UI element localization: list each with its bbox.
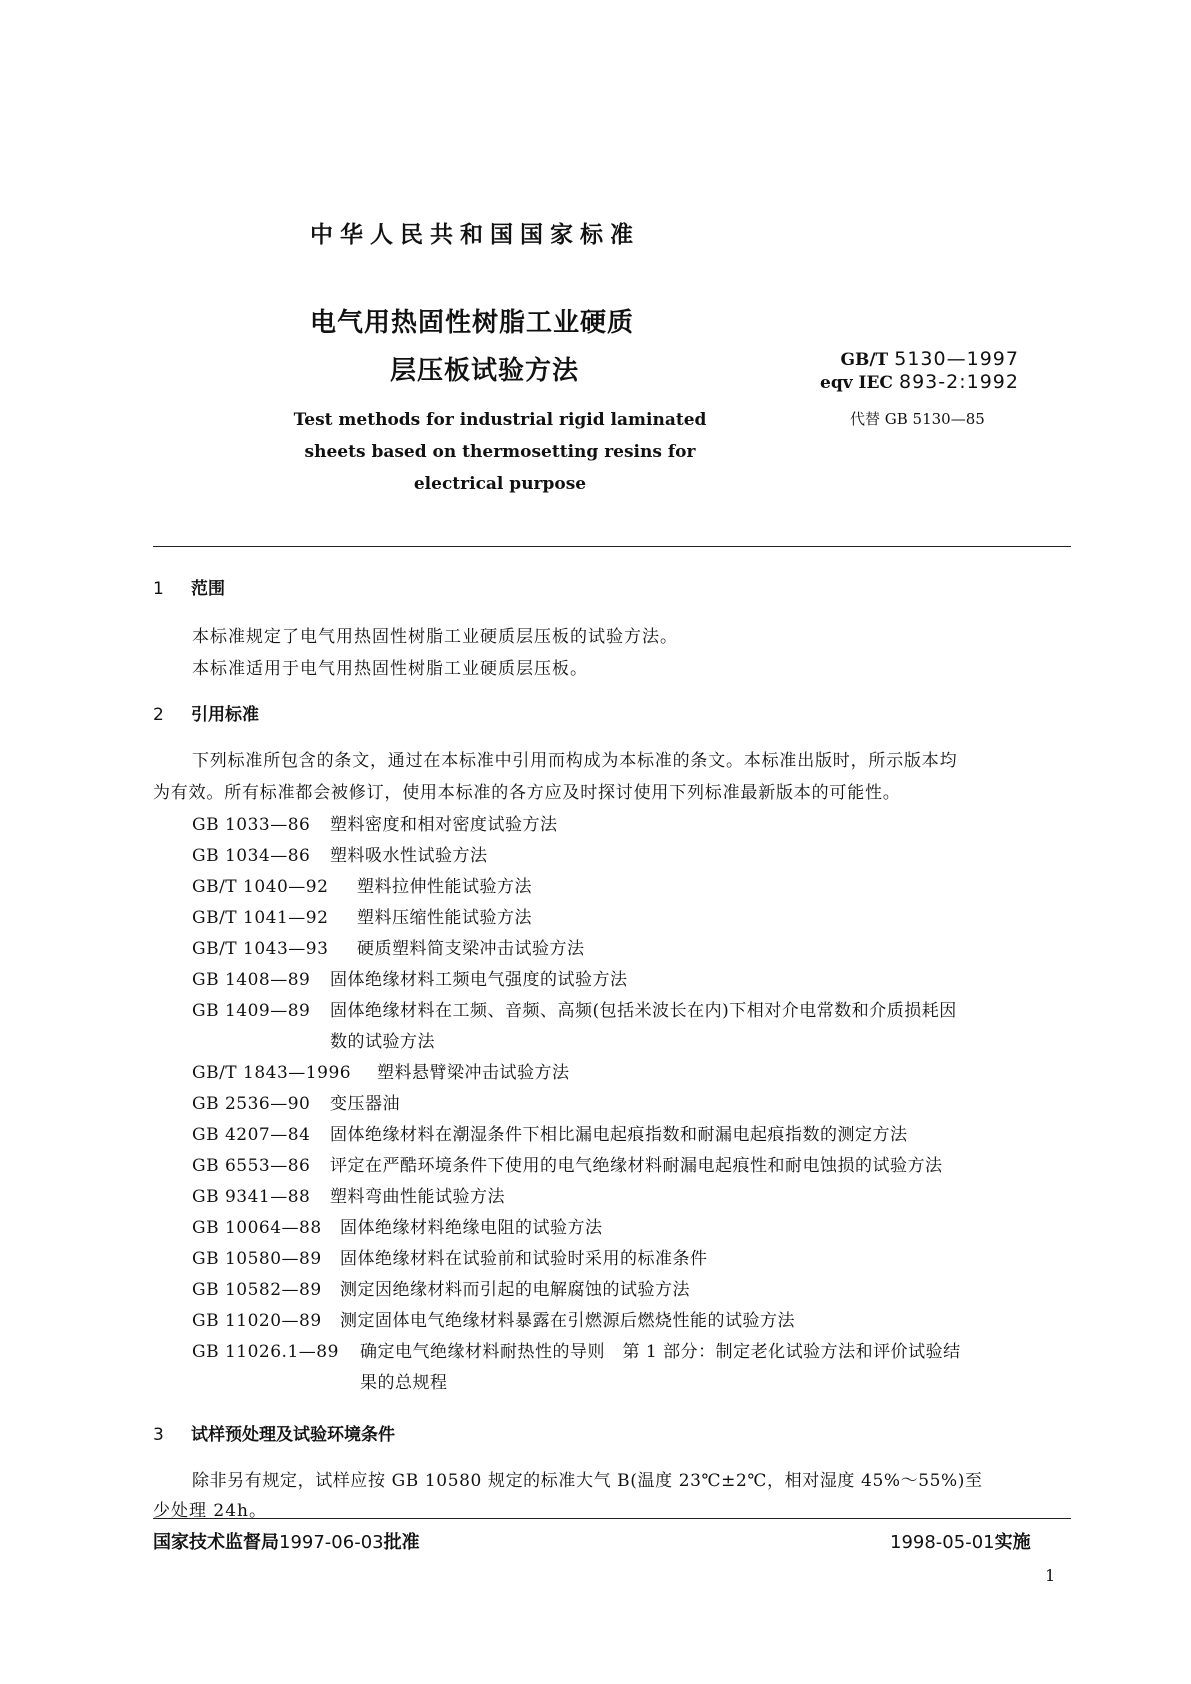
reference-item [192,1089,400,1114]
eqv-label: eqv IEC [820,373,893,393]
section-2-heading [153,700,259,725]
reference-item [192,996,957,1021]
section-number: 3 [153,1425,164,1445]
reference-code: GB 10580—89 [192,1249,322,1269]
reference-code: GB/T 1843—1996 [192,1063,352,1083]
reference-code: GB 1034—86 [192,846,311,866]
header-divider [153,546,1071,547]
reference-title-continued: 果的总规程 [360,1373,448,1393]
reference-title: 测定因绝缘材料而引起的电解腐蚀的试验方法 [340,1280,690,1300]
reference-code: GB 11026.1—89 [192,1342,339,1362]
reference-item [192,1275,690,1300]
reference-title: 塑料悬臂梁冲击试验方法 [377,1063,570,1083]
reference-item [192,841,488,866]
reference-title: 塑料拉伸性能试验方法 [357,877,532,897]
standard-title-en [290,404,710,500]
page-number: 1 [1045,1566,1056,1585]
section-number: 1 [153,579,164,599]
section-2-intro-line1: 下列标准所包含的条文，通过在本标准中引用而构成为本标准的条文。本标准出版时，所示版本均 [192,751,958,771]
reference-title: 塑料压缩性能试验方法 [357,908,532,928]
section-number: 2 [153,705,164,725]
reference-code: GB 1408—89 [192,970,311,990]
approval-suffix: 批准 [383,1532,420,1553]
reference-title: 变压器油 [330,1094,400,1114]
reference-item [192,1337,961,1362]
section-title: 引用标准 [191,705,259,725]
approval-line [153,1528,420,1554]
title-en-line2: sheets based on thermosetting resins for [304,442,696,462]
reference-title: 固体绝缘材料在潮湿条件下相比漏电起痕指数和耐漏电起痕指数的测定方法 [330,1125,908,1145]
reference-code: GB/T 1041—92 [192,908,329,928]
reference-code: GB 6553—86 [192,1156,311,1176]
reference-title: 确定电气绝缘材料耐热性的导则 第 1 部分：制定老化试验方法和评价试验结 [360,1342,961,1362]
section-title: 试样预处理及试验环境条件 [191,1425,395,1445]
reference-title: 固体绝缘材料绝缘电阻的试验方法 [340,1218,603,1238]
reference-item [192,1306,795,1331]
reference-code: GB 1409—89 [192,1001,311,1021]
reference-code: GB 4207—84 [192,1125,311,1145]
approval-date: 1997-06-03 [279,1532,384,1553]
section-title: 范围 [191,579,225,599]
reference-item [192,1182,505,1207]
effective-line [890,1528,1031,1554]
reference-code: GB 10582—89 [192,1280,322,1300]
reference-item [192,1120,908,1145]
section-3-line2: 少处理 24h。 [153,1501,267,1521]
section-2-intro-line2: 为有效。所有标准都会被修订，使用本标准的各方应及时探讨使用下列标准最新版本的可能性。 [153,783,901,803]
reference-code: GB 9341—88 [192,1187,311,1207]
reference-title: 固体绝缘材料在试验前和试验时采用的标准条件 [340,1249,708,1269]
section-3-heading [153,1420,395,1445]
approval-org: 国家技术监督局 [153,1532,279,1553]
reference-item [192,903,532,928]
reference-title: 塑料吸水性试验方法 [330,846,488,866]
standard-code-block [820,348,1019,394]
code-label: GB/T [840,350,889,370]
reference-code: GB/T 1043—93 [192,939,329,959]
reference-code: GB 1033—86 [192,815,311,835]
section-1-heading [153,574,225,599]
reference-item [192,934,585,959]
reference-code: GB 10064—88 [192,1218,322,1238]
reference-code: GB 11020—89 [192,1311,322,1331]
section-3-line1: 除非另有规定，试样应按 GB 10580 规定的标准大气 B(温度 23℃±2℃，相对湿度 45%～55%)至 [192,1471,983,1491]
reference-title: 塑料密度和相对密度试验方法 [330,815,558,835]
reference-item [192,965,628,990]
reference-code: GB 2536—90 [192,1094,311,1114]
reference-item [192,1213,603,1238]
reference-item [192,1151,943,1176]
reference-title: 固体绝缘材料工频电气强度的试验方法 [330,970,628,990]
effective-date: 1998-05-01 [890,1532,995,1553]
reference-title: 塑料弯曲性能试验方法 [330,1187,505,1207]
section-1-paragraph-2: 本标准适用于电气用热固性树脂工业硬质层压板。 [192,659,588,679]
reference-code: GB/T 1040—92 [192,877,329,897]
reference-item [192,810,558,835]
reference-item [192,1244,708,1269]
standard-title-cn-line1: 电气用热固性树脂工业硬质 [310,308,635,338]
reference-title-continued: 数的试验方法 [330,1032,435,1052]
effective-suffix: 实施 [994,1532,1031,1553]
reference-item [192,1058,570,1083]
reference-title: 硬质塑料简支梁冲击试验方法 [357,939,585,959]
reference-item [192,872,532,897]
code-number: 5130—1997 [894,348,1019,370]
reference-title: 固体绝缘材料在工频、音频、高频(包括米波长在内)下相对介电常数和介质损耗因 [330,1001,957,1021]
eqv-number: 893-2:1992 [899,371,1019,393]
reference-title: 评定在严酷环境条件下使用的电气绝缘材料耐漏电起痕性和耐电蚀损的试验方法 [330,1156,943,1176]
national-standard-heading: 中华人民共和国国家标准 [310,222,640,248]
footer-divider [153,1518,1071,1519]
standard-title-cn-line2: 层压板试验方法 [390,356,580,386]
section-1-paragraph-1: 本标准规定了电气用热固性树脂工业硬质层压板的试验方法。 [192,627,678,647]
reference-title: 测定固体电气绝缘材料暴露在引燃源后燃烧性能的试验方法 [340,1311,795,1331]
title-en-line1: Test methods for industrial rigid laminated [293,410,707,430]
title-en-line3: electrical purpose [413,474,587,494]
replaces-standard: 代替 GB 5130—85 [850,410,985,428]
